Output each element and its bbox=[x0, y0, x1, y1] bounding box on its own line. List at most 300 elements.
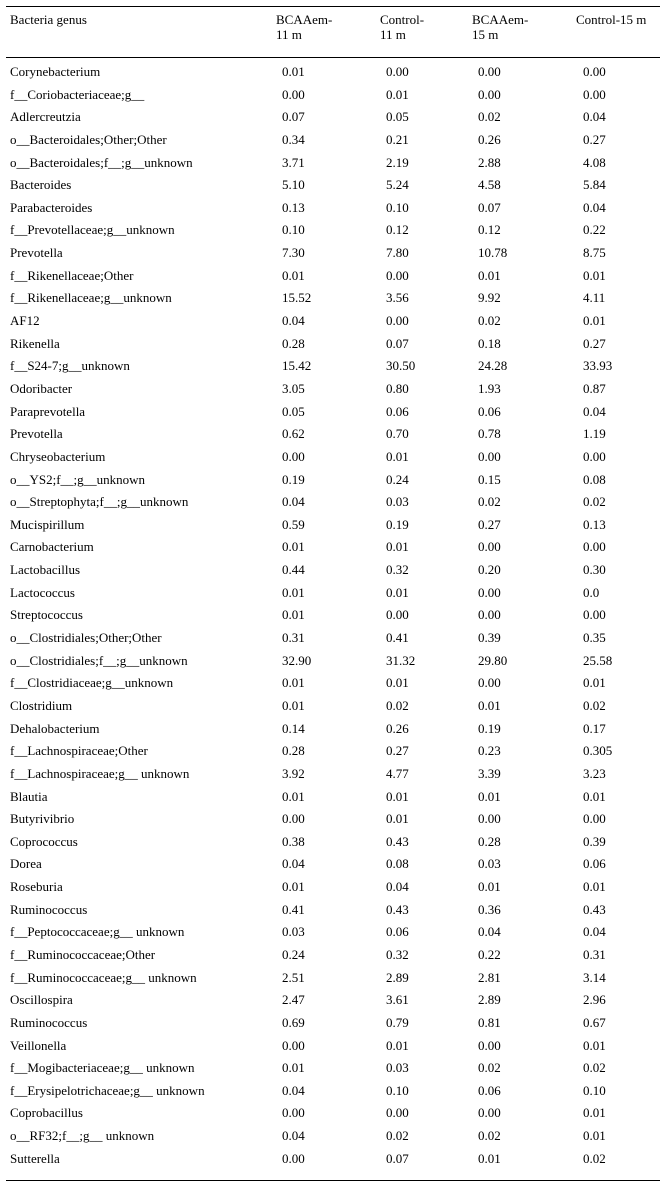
table-row bbox=[0, 536, 667, 559]
value-cell: 3.05 bbox=[282, 380, 305, 396]
value-cell: 0.01 bbox=[583, 267, 606, 283]
value-cell: 0.00 bbox=[386, 267, 409, 283]
value-cell: 0.27 bbox=[386, 743, 409, 759]
value-cell: 4.08 bbox=[583, 154, 606, 170]
header-control-11m-line2: 11 m bbox=[380, 27, 406, 42]
value-cell: 0.67 bbox=[583, 1014, 606, 1030]
value-cell: 0.00 bbox=[583, 448, 606, 464]
value-cell: 32.90 bbox=[282, 652, 312, 668]
genus-cell: Parabacteroides bbox=[10, 199, 93, 215]
genus-cell: Bacteroides bbox=[10, 177, 72, 193]
header-bcaaem-15m bbox=[472, 12, 528, 42]
value-cell: 0.01 bbox=[386, 1037, 409, 1053]
table-row bbox=[0, 604, 667, 627]
value-cell: 0.27 bbox=[583, 131, 606, 147]
value-cell: 0.00 bbox=[282, 448, 305, 464]
value-cell: 0.01 bbox=[583, 1037, 606, 1053]
table-row bbox=[0, 423, 667, 446]
value-cell: 0.01 bbox=[386, 539, 409, 555]
genus-cell: f__Lachnospiraceae;g__ unknown bbox=[10, 765, 190, 781]
value-cell: 0.10 bbox=[282, 222, 305, 238]
value-cell: 2.96 bbox=[583, 992, 606, 1008]
value-cell: 0.04 bbox=[583, 109, 606, 125]
value-cell: 2.89 bbox=[386, 969, 409, 985]
table-row bbox=[0, 627, 667, 650]
value-cell: 0.04 bbox=[282, 494, 305, 510]
table-row bbox=[0, 876, 667, 899]
table-row bbox=[0, 1148, 667, 1171]
table-row bbox=[0, 129, 667, 152]
header-bcaaem-15m-line2: 15 m bbox=[472, 27, 499, 42]
value-cell: 2.51 bbox=[282, 969, 305, 985]
value-cell: 0.08 bbox=[583, 471, 606, 487]
value-cell: 0.03 bbox=[478, 856, 501, 872]
genus-cell: f__Lachnospiraceae;Other bbox=[10, 743, 148, 759]
value-cell: 0.00 bbox=[282, 1037, 305, 1053]
value-cell: 0.00 bbox=[478, 675, 501, 691]
value-cell: 0.10 bbox=[386, 199, 409, 215]
value-cell: 0.01 bbox=[386, 788, 409, 804]
genus-cell: Roseburia bbox=[10, 879, 63, 895]
value-cell: 0.59 bbox=[282, 516, 305, 532]
value-cell: 3.71 bbox=[282, 154, 305, 170]
value-cell: 0.06 bbox=[478, 403, 501, 419]
value-cell: 0.10 bbox=[386, 1082, 409, 1098]
value-cell: 0.22 bbox=[478, 946, 501, 962]
value-cell: 0.03 bbox=[386, 1060, 409, 1076]
value-cell: 0.07 bbox=[386, 1150, 409, 1166]
genus-cell: Mucispirillum bbox=[10, 516, 85, 532]
value-cell: 0.19 bbox=[282, 471, 305, 487]
value-cell: 0.06 bbox=[386, 924, 409, 940]
value-cell: 0.00 bbox=[583, 539, 606, 555]
value-cell: 0.24 bbox=[282, 946, 305, 962]
value-cell: 3.23 bbox=[583, 765, 606, 781]
value-cell: 0.06 bbox=[583, 856, 606, 872]
value-cell: 0.43 bbox=[386, 833, 409, 849]
value-cell: 0.20 bbox=[478, 562, 501, 578]
genus-cell: f__Coriobacteriaceae;g__ bbox=[10, 86, 145, 102]
value-cell: 0.00 bbox=[478, 584, 501, 600]
genus-cell: Blautia bbox=[10, 788, 48, 804]
value-cell: 0.03 bbox=[386, 494, 409, 510]
value-cell: 0.12 bbox=[478, 222, 501, 238]
value-cell: 2.89 bbox=[478, 992, 501, 1008]
value-cell: 0.02 bbox=[583, 1060, 606, 1076]
genus-cell: f__Prevotellaceae;g__unknown bbox=[10, 222, 175, 238]
genus-cell: o__Bacteroidales;Other;Other bbox=[10, 131, 167, 147]
table-top-rule bbox=[6, 6, 660, 7]
value-cell: 0.01 bbox=[583, 1128, 606, 1144]
value-cell: 7.30 bbox=[282, 245, 305, 261]
genus-cell: Oscillospira bbox=[10, 992, 73, 1008]
value-cell: 0.00 bbox=[386, 607, 409, 623]
table-row bbox=[0, 1012, 667, 1035]
genus-cell: f__Rikenellaceae;Other bbox=[10, 267, 134, 283]
value-cell: 0.0 bbox=[583, 584, 600, 600]
header-bcaaem-15m-line1: BCAAem- bbox=[472, 12, 529, 27]
value-cell: 24.28 bbox=[478, 358, 508, 374]
value-cell: 0.19 bbox=[386, 516, 409, 532]
value-cell: 0.01 bbox=[478, 879, 501, 895]
genus-cell: f__Rikenellaceae;g__unknown bbox=[10, 290, 172, 306]
genus-cell: Paraprevotella bbox=[10, 403, 86, 419]
value-cell: 0.08 bbox=[386, 856, 409, 872]
table-row bbox=[0, 786, 667, 809]
value-cell: 0.28 bbox=[282, 335, 305, 351]
table-row bbox=[0, 718, 667, 741]
table-row bbox=[0, 899, 667, 922]
table-row bbox=[0, 989, 667, 1012]
table-row bbox=[0, 740, 667, 763]
value-cell: 4.11 bbox=[583, 290, 606, 306]
value-cell: 0.78 bbox=[478, 426, 501, 442]
value-cell: 0.00 bbox=[583, 64, 606, 79]
value-cell: 0.34 bbox=[282, 131, 305, 147]
value-cell: 0.12 bbox=[386, 222, 409, 238]
value-cell: 0.31 bbox=[583, 946, 606, 962]
value-cell: 0.36 bbox=[478, 901, 501, 917]
header-control-15m: Control-15 m bbox=[576, 12, 647, 27]
genus-cell: f__Ruminococcaceae;g__ unknown bbox=[10, 969, 197, 985]
value-cell: 0.01 bbox=[282, 539, 305, 555]
value-cell: 0.14 bbox=[282, 720, 305, 736]
value-cell: 0.305 bbox=[583, 743, 613, 759]
table-row bbox=[0, 378, 667, 401]
value-cell: 0.00 bbox=[478, 1037, 501, 1053]
value-cell: 25.58 bbox=[583, 652, 613, 668]
value-cell: 15.52 bbox=[282, 290, 312, 306]
value-cell: 0.81 bbox=[478, 1014, 501, 1030]
value-cell: 7.80 bbox=[386, 245, 409, 261]
genus-cell: Odoribacter bbox=[10, 380, 73, 396]
genus-cell: f__Mogibacteriaceae;g__ unknown bbox=[10, 1060, 195, 1076]
header-bcaaem-11m-line1: BCAAem- bbox=[276, 12, 333, 27]
value-cell: 8.75 bbox=[583, 245, 606, 261]
value-cell: 0.23 bbox=[478, 743, 501, 759]
value-cell: 0.04 bbox=[282, 1082, 305, 1098]
value-cell: 0.06 bbox=[478, 1082, 501, 1098]
genus-cell: Clostridium bbox=[10, 697, 73, 713]
value-cell: 0.32 bbox=[386, 946, 409, 962]
genus-cell: Rikenella bbox=[10, 335, 60, 351]
value-cell: 0.07 bbox=[386, 335, 409, 351]
genus-cell: Prevotella bbox=[10, 426, 63, 442]
value-cell: 0.04 bbox=[583, 403, 606, 419]
table-row bbox=[0, 1125, 667, 1148]
value-cell: 3.39 bbox=[478, 765, 501, 781]
value-cell: 0.04 bbox=[583, 199, 606, 215]
value-cell: 0.01 bbox=[282, 64, 305, 79]
table-row bbox=[0, 491, 667, 514]
value-cell: 0.02 bbox=[583, 1150, 606, 1166]
table-row bbox=[0, 559, 667, 582]
value-cell: 0.02 bbox=[478, 109, 501, 125]
table-row bbox=[0, 695, 667, 718]
table-row bbox=[0, 1057, 667, 1080]
value-cell: 0.07 bbox=[478, 199, 501, 215]
table-row bbox=[0, 446, 667, 469]
value-cell: 0.01 bbox=[282, 584, 305, 600]
value-cell: 0.01 bbox=[282, 675, 305, 691]
value-cell: 0.02 bbox=[478, 1060, 501, 1076]
value-cell: 0.00 bbox=[478, 1105, 501, 1121]
value-cell: 0.00 bbox=[282, 1150, 305, 1166]
value-cell: 0.00 bbox=[583, 86, 606, 102]
table-row bbox=[0, 174, 667, 197]
genus-cell: Veillonella bbox=[10, 1037, 67, 1053]
value-cell: 0.01 bbox=[583, 1105, 606, 1121]
value-cell: 0.00 bbox=[583, 811, 606, 827]
table-row bbox=[0, 514, 667, 537]
value-cell: 4.77 bbox=[386, 765, 409, 781]
value-cell: 0.01 bbox=[583, 313, 606, 329]
value-cell: 0.17 bbox=[583, 720, 606, 736]
value-cell: 2.47 bbox=[282, 992, 305, 1008]
value-cell: 3.61 bbox=[386, 992, 409, 1008]
table-row bbox=[0, 197, 667, 220]
value-cell: 1.93 bbox=[478, 380, 501, 396]
genus-cell: o__Bacteroidales;f__;g__unknown bbox=[10, 154, 193, 170]
value-cell: 0.01 bbox=[282, 1060, 305, 1076]
table-row bbox=[0, 287, 667, 310]
value-cell: 29.80 bbox=[478, 652, 508, 668]
value-cell: 0.02 bbox=[583, 697, 606, 713]
value-cell: 0.28 bbox=[282, 743, 305, 759]
value-cell: 0.01 bbox=[386, 86, 409, 102]
value-cell: 0.01 bbox=[282, 267, 305, 283]
value-cell: 0.00 bbox=[282, 1105, 305, 1121]
value-cell: 0.00 bbox=[386, 313, 409, 329]
value-cell: 0.01 bbox=[386, 584, 409, 600]
value-cell: 0.43 bbox=[386, 901, 409, 917]
table-row bbox=[0, 650, 667, 673]
table-row bbox=[0, 333, 667, 356]
table-row bbox=[0, 310, 667, 333]
value-cell: 0.39 bbox=[478, 630, 501, 646]
value-cell: 0.00 bbox=[478, 607, 501, 623]
genus-cell: Lactococcus bbox=[10, 584, 75, 600]
genus-cell: o__Streptophyta;f__;g__unknown bbox=[10, 494, 189, 510]
table-row bbox=[0, 152, 667, 175]
genus-cell: Prevotella bbox=[10, 245, 63, 261]
genus-cell: Ruminococcus bbox=[10, 901, 88, 917]
value-cell: 0.05 bbox=[282, 403, 305, 419]
value-cell: 0.39 bbox=[583, 833, 606, 849]
value-cell: 0.04 bbox=[282, 856, 305, 872]
header-bcaaem-11m-line2: 11 m bbox=[276, 27, 302, 42]
table-row bbox=[0, 242, 667, 265]
table-row bbox=[0, 1102, 667, 1125]
genus-cell: Butyrivibrio bbox=[10, 811, 75, 827]
value-cell: 0.01 bbox=[386, 811, 409, 827]
value-cell: 0.26 bbox=[478, 131, 501, 147]
genus-cell: Coprococcus bbox=[10, 833, 78, 849]
value-cell: 0.19 bbox=[478, 720, 501, 736]
table-row bbox=[0, 967, 667, 990]
value-cell: 0.01 bbox=[478, 788, 501, 804]
genus-cell: f__Erysipelotrichaceae;g__ unknown bbox=[10, 1082, 205, 1098]
value-cell: 0.31 bbox=[282, 630, 305, 646]
genus-cell: f__Peptococcaceae;g__ unknown bbox=[10, 924, 185, 940]
header-bcaaem-11m bbox=[276, 12, 332, 42]
header-control-11m bbox=[380, 12, 424, 42]
table-bottom-rule bbox=[6, 1180, 660, 1181]
table-row bbox=[0, 84, 667, 107]
value-cell: 0.00 bbox=[478, 448, 501, 464]
value-cell: 2.19 bbox=[386, 154, 409, 170]
genus-cell: f__Ruminococcaceae;Other bbox=[10, 946, 156, 962]
header-control-11m-line1: Control- bbox=[380, 12, 425, 27]
value-cell: 0.62 bbox=[282, 426, 305, 442]
value-cell: 0.01 bbox=[282, 697, 305, 713]
value-cell: 31.32 bbox=[386, 652, 416, 668]
value-cell: 0.10 bbox=[583, 1082, 606, 1098]
value-cell: 0.41 bbox=[386, 630, 409, 646]
value-cell: 0.44 bbox=[282, 562, 305, 578]
value-cell: 5.10 bbox=[282, 177, 305, 193]
value-cell: 0.87 bbox=[583, 380, 606, 396]
table-row bbox=[0, 355, 667, 378]
value-cell: 0.01 bbox=[282, 788, 305, 804]
genus-cell: o__YS2;f__;g__unknown bbox=[10, 471, 146, 487]
header-bacteria-genus: Bacteria genus bbox=[10, 12, 87, 27]
genus-cell: Streptococcus bbox=[10, 607, 83, 623]
table-row bbox=[0, 582, 667, 605]
value-cell: 0.26 bbox=[386, 720, 409, 736]
table-row bbox=[0, 1080, 667, 1103]
table-row bbox=[0, 944, 667, 967]
value-cell: 2.88 bbox=[478, 154, 501, 170]
value-cell: 4.58 bbox=[478, 177, 501, 193]
value-cell: 0.01 bbox=[583, 879, 606, 895]
value-cell: 0.04 bbox=[478, 924, 501, 940]
table-row bbox=[0, 219, 667, 242]
value-cell: 0.00 bbox=[478, 64, 501, 79]
value-cell: 0.01 bbox=[583, 675, 606, 691]
genus-cell: Dehalobacterium bbox=[10, 720, 100, 736]
genus-cell: AF12 bbox=[10, 313, 40, 329]
value-cell: 0.00 bbox=[282, 86, 305, 102]
value-cell: 0.28 bbox=[478, 833, 501, 849]
table-header-rule bbox=[6, 57, 660, 58]
value-cell: 0.01 bbox=[478, 697, 501, 713]
value-cell: 0.30 bbox=[583, 562, 606, 578]
value-cell: 0.27 bbox=[583, 335, 606, 351]
value-cell: 15.42 bbox=[282, 358, 312, 374]
genus-cell: Adlercreutzia bbox=[10, 109, 81, 125]
value-cell: 0.00 bbox=[478, 86, 501, 102]
table-row bbox=[0, 763, 667, 786]
value-cell: 5.24 bbox=[386, 177, 409, 193]
table-row bbox=[0, 469, 667, 492]
value-cell: 0.01 bbox=[282, 607, 305, 623]
value-cell: 0.02 bbox=[386, 697, 409, 713]
value-cell: 0.07 bbox=[282, 109, 305, 125]
value-cell: 0.04 bbox=[583, 924, 606, 940]
value-cell: 0.01 bbox=[386, 448, 409, 464]
value-cell: 0.21 bbox=[386, 131, 409, 147]
value-cell: 0.41 bbox=[282, 901, 305, 917]
genus-cell: Coprobacillus bbox=[10, 1105, 83, 1121]
table-row bbox=[0, 61, 667, 84]
genus-cell: Ruminococcus bbox=[10, 1014, 88, 1030]
value-cell: 0.01 bbox=[478, 1150, 501, 1166]
value-cell: 0.00 bbox=[386, 64, 409, 79]
value-cell: 0.35 bbox=[583, 630, 606, 646]
table-row bbox=[0, 831, 667, 854]
value-cell: 3.92 bbox=[282, 765, 305, 781]
value-cell: 3.56 bbox=[386, 290, 409, 306]
table-row bbox=[0, 853, 667, 876]
value-cell: 0.01 bbox=[583, 788, 606, 804]
value-cell: 0.00 bbox=[478, 811, 501, 827]
value-cell: 0.04 bbox=[282, 313, 305, 329]
value-cell: 0.24 bbox=[386, 471, 409, 487]
value-cell: 0.00 bbox=[478, 539, 501, 555]
genus-cell: f__Clostridiaceae;g__unknown bbox=[10, 675, 174, 691]
value-cell: 0.00 bbox=[386, 1105, 409, 1121]
value-cell: 0.02 bbox=[386, 1128, 409, 1144]
table-row bbox=[0, 1035, 667, 1058]
table-row bbox=[0, 921, 667, 944]
value-cell: 33.93 bbox=[583, 358, 613, 374]
genus-cell: o__Clostridiales;f__;g__unknown bbox=[10, 652, 188, 668]
value-cell: 0.18 bbox=[478, 335, 501, 351]
value-cell: 0.03 bbox=[282, 924, 305, 940]
value-cell: 0.00 bbox=[282, 811, 305, 827]
value-cell: 2.81 bbox=[478, 969, 501, 985]
table-row bbox=[0, 265, 667, 288]
value-cell: 0.01 bbox=[386, 675, 409, 691]
genus-cell: Chryseobacterium bbox=[10, 448, 106, 464]
value-cell: 0.01 bbox=[282, 879, 305, 895]
value-cell: 0.32 bbox=[386, 562, 409, 578]
genus-cell: f__S24-7;g__unknown bbox=[10, 358, 130, 374]
value-cell: 9.92 bbox=[478, 290, 501, 306]
genus-cell: Corynebacterium bbox=[10, 64, 101, 79]
value-cell: 3.14 bbox=[583, 969, 606, 985]
value-cell: 10.78 bbox=[478, 245, 508, 261]
genus-cell: o__Clostridiales;Other;Other bbox=[10, 630, 162, 646]
value-cell: 0.04 bbox=[282, 1128, 305, 1144]
value-cell: 0.80 bbox=[386, 380, 409, 396]
value-cell: 5.84 bbox=[583, 177, 606, 193]
value-cell: 0.00 bbox=[583, 607, 606, 623]
value-cell: 0.38 bbox=[282, 833, 305, 849]
table-row bbox=[0, 401, 667, 424]
value-cell: 0.43 bbox=[583, 901, 606, 917]
value-cell: 0.13 bbox=[282, 199, 305, 215]
value-cell: 0.22 bbox=[583, 222, 606, 238]
value-cell: 1.19 bbox=[583, 426, 606, 442]
value-cell: 0.01 bbox=[478, 267, 501, 283]
table-row bbox=[0, 672, 667, 695]
value-cell: 30.50 bbox=[386, 358, 416, 374]
genus-cell: Carnobacterium bbox=[10, 539, 94, 555]
value-cell: 0.04 bbox=[386, 879, 409, 895]
value-cell: 0.15 bbox=[478, 471, 501, 487]
value-cell: 0.27 bbox=[478, 516, 501, 532]
genus-cell: Dorea bbox=[10, 856, 42, 872]
genus-cell: o__RF32;f__;g__ unknown bbox=[10, 1128, 155, 1144]
value-cell: 0.02 bbox=[478, 494, 501, 510]
value-cell: 0.06 bbox=[386, 403, 409, 419]
value-cell: 0.70 bbox=[386, 426, 409, 442]
value-cell: 0.69 bbox=[282, 1014, 305, 1030]
value-cell: 0.02 bbox=[478, 1128, 501, 1144]
table-row bbox=[0, 106, 667, 129]
